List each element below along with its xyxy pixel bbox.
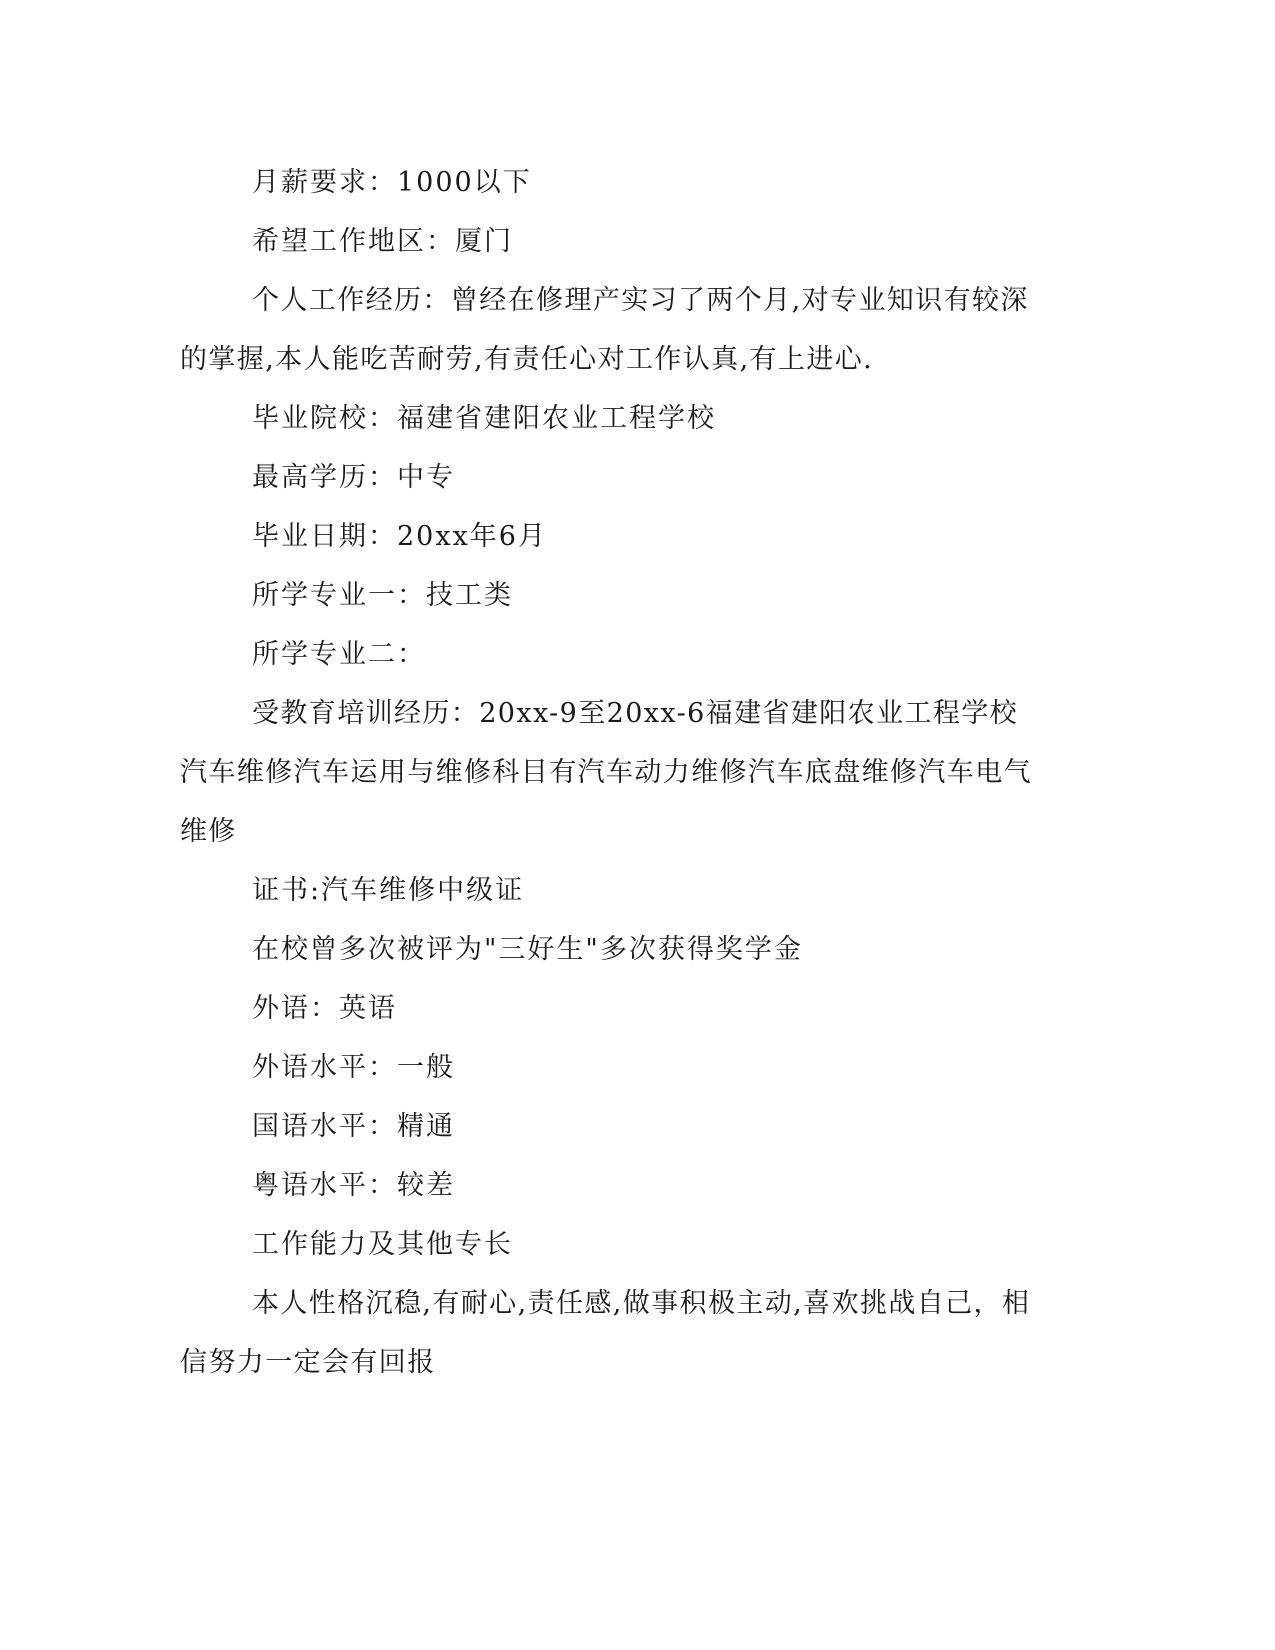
work-experience: 个人工作经历：曾经在修理产实习了两个月,对专业知识有较深的掌握,本人能吃苦耐劳,有责任心对工作认真,有上进心.: [180, 285, 1029, 375]
mandarin-level: 国语水平：精通: [252, 1111, 455, 1142]
preferred-work-location: 希望工作地区：厦门: [252, 226, 513, 257]
graduation-date: 毕业日期：20xx年6月: [252, 521, 547, 552]
foreign-language: 外语：英语: [252, 993, 397, 1024]
graduated-school: 毕业院校：福建省建阳农业工程学校: [252, 403, 716, 434]
school-honors: 在校曾多次被评为"三好生"多次获得奖学金: [252, 934, 803, 965]
foreign-language-level: 外语水平：一般: [252, 1052, 455, 1083]
major-one: 所学专业一：技工类: [252, 580, 513, 611]
highest-education: 最高学历：中专: [252, 462, 455, 493]
skills-heading: 工作能力及其他专长: [252, 1229, 513, 1260]
education-training-history: 受教育培训经历：20xx-9至20xx-6福建省建阳农业工程学校汽车维修汽车运用与维修科目有汽车动力维修汽车底盘维修汽车电气维修: [180, 698, 1032, 847]
salary-requirement: 月薪要求：1000以下: [252, 167, 532, 198]
major-two: 所学专业二：: [252, 639, 426, 670]
cantonese-level: 粤语水平：较差: [252, 1170, 455, 1201]
self-description: 本人性格沉稳,有耐心,责任感,做事积极主动,喜欢挑战自己，相信努力一定会有回报: [180, 1288, 1031, 1378]
document-body: [180, 153, 1036, 1392]
certificate: 证书:汽车维修中级证: [252, 875, 525, 906]
